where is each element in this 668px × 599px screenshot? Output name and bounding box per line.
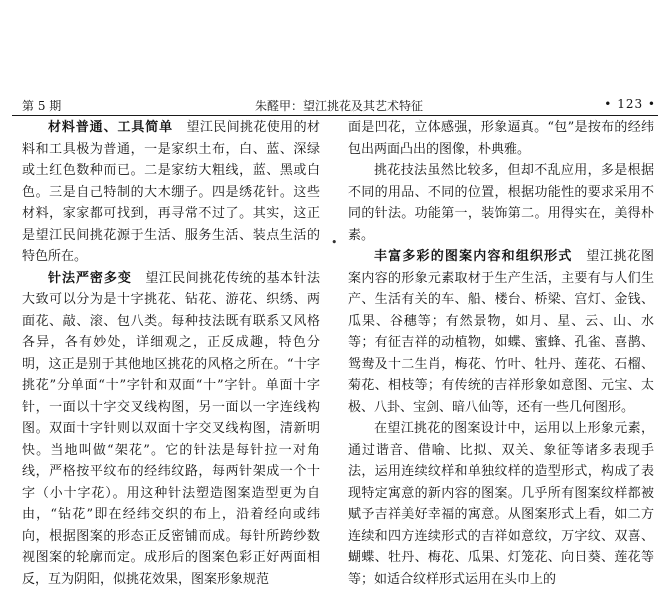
- section-lead-stitches: 针法严密多变: [48, 270, 132, 286]
- header-rule: [12, 115, 658, 116]
- running-header: [10, 93, 662, 115]
- paragraph-continued: 面是凹花，立体感强，形象逼真。“包”是按布的经纬包出两面凸出的图像，朴典雅。: [348, 120, 654, 157]
- right-column: [348, 117, 654, 599]
- paragraph-design: 在望江挑花的图案设计中，运用以上形象元素，通过谐音、借喻、比拟、双关、象征等诸多表现手法，运用连续纹样和单独纹样的造型形式，构成了表现特定寓意的新内容的图案。几乎所有图案纹样都被赋予吉祥美好幸福的寓意。从图案形式上看，如二方连续和四方连续形式的吉祥如意纹，万字纹、双喜、蝴蝶、牡丹、梅花、瓜果、灯笼花、向日葵、莲花等等；如适合纹样形式运用在头巾上的: [348, 421, 654, 587]
- paragraph-patterns: [348, 246, 654, 418]
- section-lead-patterns: 丰富多彩的图案内容和组织形式: [374, 249, 573, 264]
- section-lead-materials: 材料普通、工具简单: [48, 120, 174, 135]
- paragraph-materials-text: 望江民间挑花使用的材料和工具极为普通，一是家织土布，白、蓝、深绿或土红色数种而已。二是家纺大粗线，蓝、黑或白色。三是自己特制的大木绷子。四是绣花针。这些材料，家家都可找到，再寻常不过了。其实，这正是望江民间挑花源于生活、服务生活、装点生活的特色所在。: [22, 120, 320, 264]
- page-number: • 123 •: [604, 97, 656, 111]
- paragraph-materials: [22, 117, 320, 268]
- stray-dot: •: [331, 236, 338, 249]
- left-column: [22, 117, 320, 599]
- paragraph-stitches-text: 望江民间挑花传统的基本针法大致可以分为是十字挑花、钻花、游花、织绣、两面花、敲、滚、包八类。每种技法既有联系又风格各异，各有妙处，详细观之，正反成趣，特色分明，这正是别于其他地区挑花的风格之所在。“十字挑花”分单面“十”字针和双面“十”字针。单面十字针，一面以十字交叉线构图，另一面以一字连线构图。双面十字针则以双面十字交叉线构图，清新明快。当地叫做“架花”。它的针法是每针拉一对角线，严格按平纹布的经纬纹路，每两针架成一个十字（小十字花）。用这种针法塑造图案造型更为自由，“钻花”即在经纬交织的布上，沿着经向或纬向，根据图案的形态正反密铺而成。每针所跨纱数视图案的轮廓而定。成形后的图案色彩正好两面相反，互为阴阳，似挑花效果，图案形象规范: [22, 270, 320, 587]
- article-running-title: 朱醛甲：望江挑花及其艺术特征: [255, 99, 424, 113]
- paragraph-stitches: [22, 268, 320, 591]
- paragraph-technique-usage: 挑花技法虽然比较多，但却不乱应用，多是根据不同的用品、不同的位置，根据功能性的要求采用不同的针法。功能第一，装饰第二。用得实在，美得朴素。: [348, 163, 654, 243]
- issue-number: 第 5 期: [22, 99, 62, 113]
- paragraph-patterns-text: 望江挑花图案内容的形象元素取材于生产生活，主要有与人们生产、生活有关的车、船、楼台、桥梁、宫灯、金钱、瓜果、谷穗等；有然景物，如月、星、云、山、水等；有征吉祥的动植物，如蝶、蜜蜂、孔雀、喜鹊、鸳鸯及十二生肖，梅花、竹叶、牡丹、莲花、石榴、菊花、相枝等；有传统的吉祥形象如意图、元宝、太极、八卦、宝剑、暗八仙等，还有一些几何图形。: [348, 249, 654, 415]
